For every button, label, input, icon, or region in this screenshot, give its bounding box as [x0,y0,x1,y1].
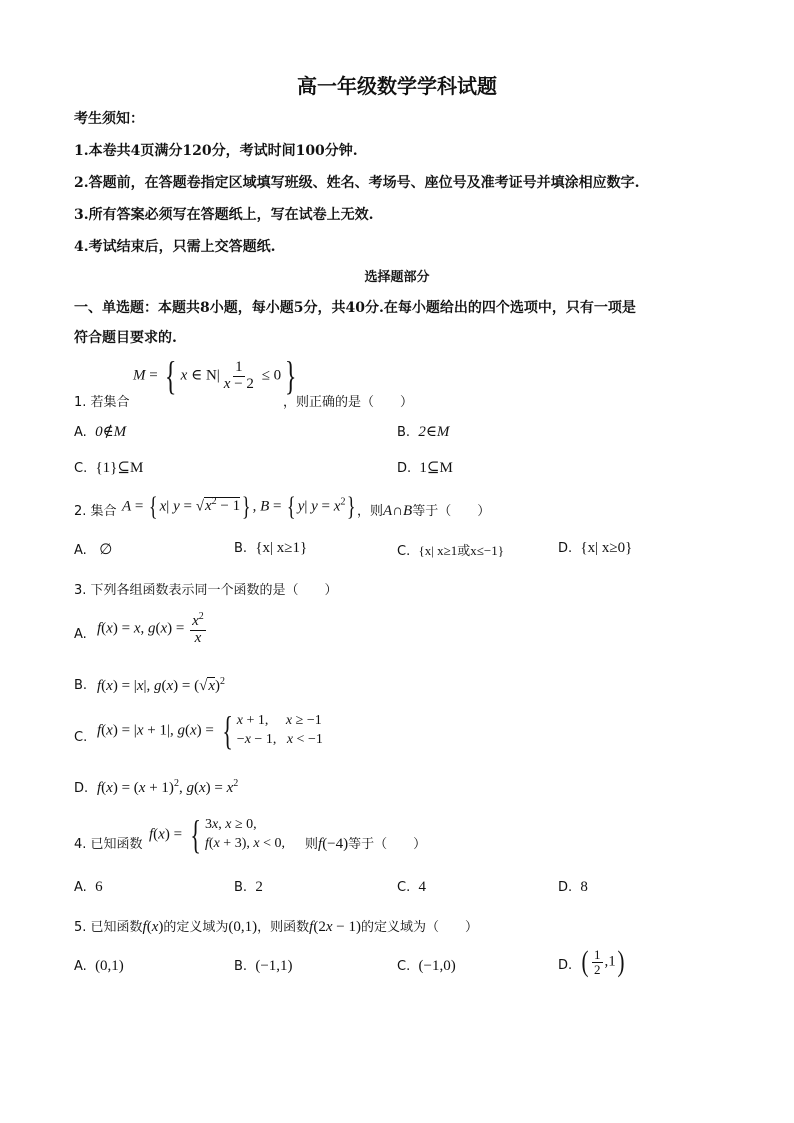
q1-option-c: C. {1}⊆M [74,460,144,476]
q2-option-b: B. {x| x≥1} [234,540,308,556]
q5-option-d-label: D. [558,958,573,973]
q5-stem: 5. 已知函数f(x)的定义域为(0,1)，则函数f(2x − 1)的定义域为（ ） [74,919,478,935]
q2-prefix: 2. 集合 [74,504,117,519]
page-title: 高一年级数学学科试题 [297,74,497,98]
q4-option-c: C. 4 [397,879,426,895]
q2-option-c: C. {x| x≥1或x≤−1} [397,543,504,559]
q2-option-a: A. ∅ [74,542,113,558]
q4-option-b: B. 2 [234,879,263,895]
q3-option-c-label: C. [74,730,88,745]
q1-prefix: 1. 若集合 [74,395,130,410]
q1-suffix: ，则正确的是（ ） [283,395,414,410]
section-description-line1: 一、单选题：本题共8小题，每小题5分，共40分.在每小题给出的四个选项中，只有一项是 [74,300,636,316]
q3-option-b-label: B. [74,678,88,693]
q3-option-a-label: A. [74,627,87,642]
q5-option-b: B. (−1,1) [234,958,293,974]
q5-option-d-expression: ( $\frac{1}{2}$ ,1) [581,945,625,979]
q4-option-d: D. 8 [558,879,588,895]
q4-suffix: 则f(−4)等于（ ） [305,836,427,852]
q1-option-b: B. 2∈M [397,424,450,440]
q2-sets-expression: A = { x| $y = √x^2 - 1$} , B = { y| $y = x^2$} [122,492,357,521]
q3-option-a-expression: f(x) = x, g(x) = $\frac{x^2}{x}$ [97,611,204,646]
q1-option-d: D. 1⊆M [397,460,453,476]
q5-option-a: A. (0,1) [74,958,124,974]
q1-option-a: A. 0∉M [74,424,127,440]
notice-item-1: 1.本卷共4页满分120分，考试时间100分钟. [74,143,358,159]
notice-heading: 考生须知： [74,111,144,127]
notice-item-2: 2.答题前，在答题卷指定区域填写班级、姓名、考场号、座位号及准考证号并填涂相应数字. [74,175,640,191]
q3-option-d-label: D. [74,781,89,796]
q2-suffix: ，则A∩B等于（ ） [357,503,491,519]
notice-item-4: 4.考试结束后，只需上交答题纸. [74,239,276,255]
q3-stem: 3. 下列各组函数表示同一个函数的是（ ） [74,583,338,598]
section-title: 选择题部分 [364,270,430,285]
notice-item-3: 3.所有答案必须写在答题纸上，写在试卷上无效. [74,207,374,223]
q4-option-a: A. 6 [74,879,103,895]
q2-option-d: D. {x| x≥0} [558,540,633,556]
q1-set-expression: M = { x ∈ N| $\frac{1}{x - 2}$ ≤ 0} [133,353,297,398]
q3-option-d-expression: $f(x) = (x + 1)^2$, $g(x) = x^2$ [97,778,239,796]
section-description-line2: 符合题目要求的. [74,330,177,346]
q3-option-b-expression: f(x) = |x|, $g(x) = (√x)^2$ [97,676,226,694]
q5-option-c: C. (−1,0) [397,958,456,974]
q4-prefix: 4. 已知函数 [74,837,143,852]
q3-option-c-expression: f(x) = |x + 1|, g(x) = { x + 1, x ≥ −1 −x − 1, x < −1 [97,708,323,753]
q4-piecewise-expression: f(x) = { 3x, x ≥ 0, f(x + 3), x < 0, [149,812,285,857]
